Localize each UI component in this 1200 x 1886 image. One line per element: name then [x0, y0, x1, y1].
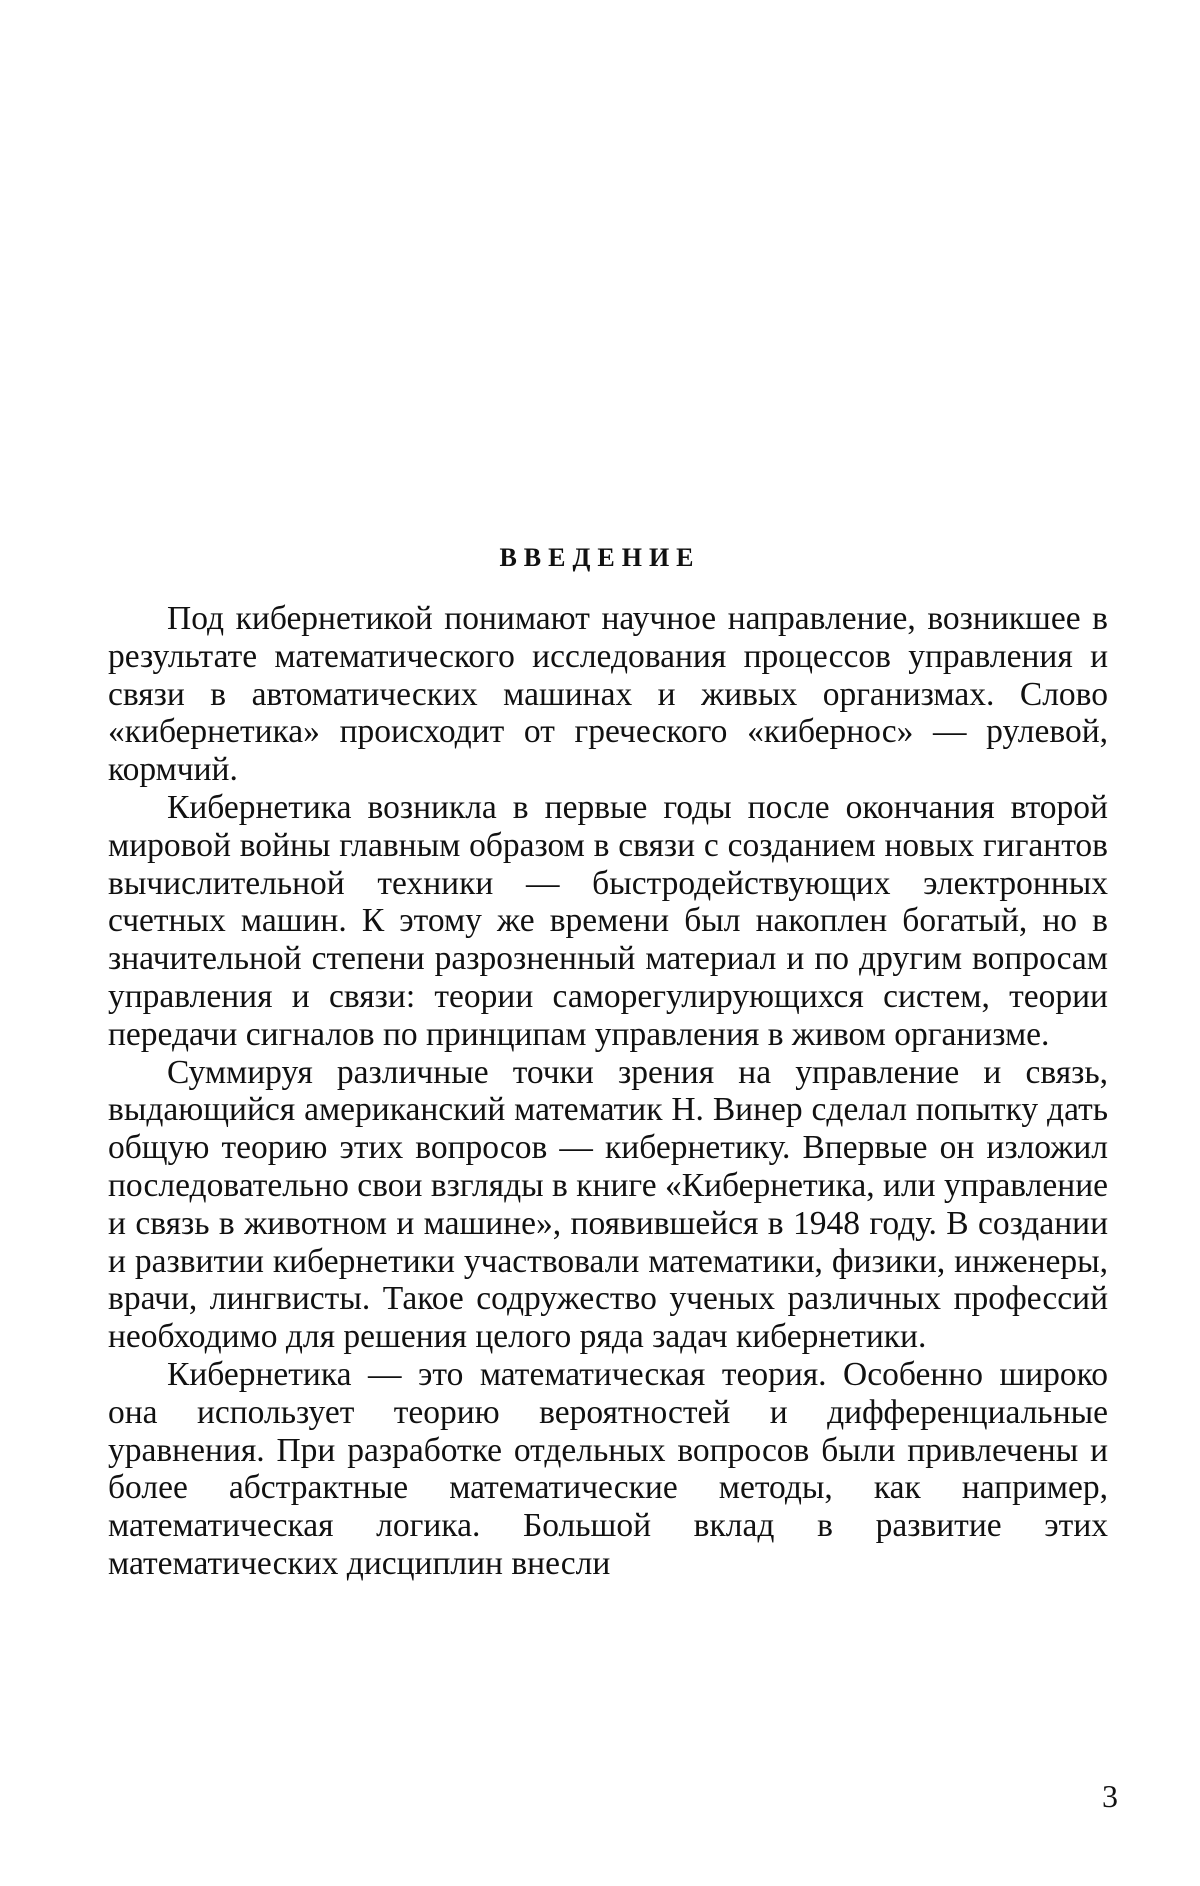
- paragraph-4: Кибернетика — это математическая теория. Особенно широко она использует теорию вероятностей и дифференциальные уравнения. При разработке отдельных вопросов были привлечены и более абстрактные математические методы, как например, математическая логика. Большой вклад в развитие этих математических дисциплин внесли: [108, 1355, 1108, 1582]
- chapter-heading: ВВЕДЕНИЕ: [499, 543, 701, 572]
- page-number: 3: [1102, 1778, 1118, 1814]
- paragraph-3: Суммируя различные точки зрения на управление и связь, выдающийся американский математик Н. Винер сделал попытку дать общую теорию этих вопросов — кибернетику. Впервые он изложил последовательно свои взгляды в книге «Кибернетика, или управление и связь в животном и машине», появившейся в 1948 году. В создании и развитии кибернетики участвовали математики, физики, инженеры, врачи, лингвисты. Такое содружество ученых различных профессий необходимо для решения целого ряда задач кибернетики.: [108, 1053, 1108, 1356]
- paragraph-2: Кибернетика возникла в первые годы после окончания второй мировой войны главным образом в связи с созданием новых гигантов вычислительной техники — быстродействующих электронных счетных машин. К этому же времени был накоплен богатый, но в значительной степени разрозненный материал и по другим вопросам управления и связи: теории саморегулирующихся систем, теории передачи сигналов по принципам управления в живом организме.: [108, 788, 1108, 1053]
- paragraph-1: Под кибернетикой понимают научное направление, возникшее в результате математического исследования процессов управления и связи в автоматических машинах и живых организмах. Слово «кибернетика» происходит от греческого «кибернос» — рулевой, кормчий.: [108, 600, 1108, 789]
- body-text: [108, 600, 1108, 1583]
